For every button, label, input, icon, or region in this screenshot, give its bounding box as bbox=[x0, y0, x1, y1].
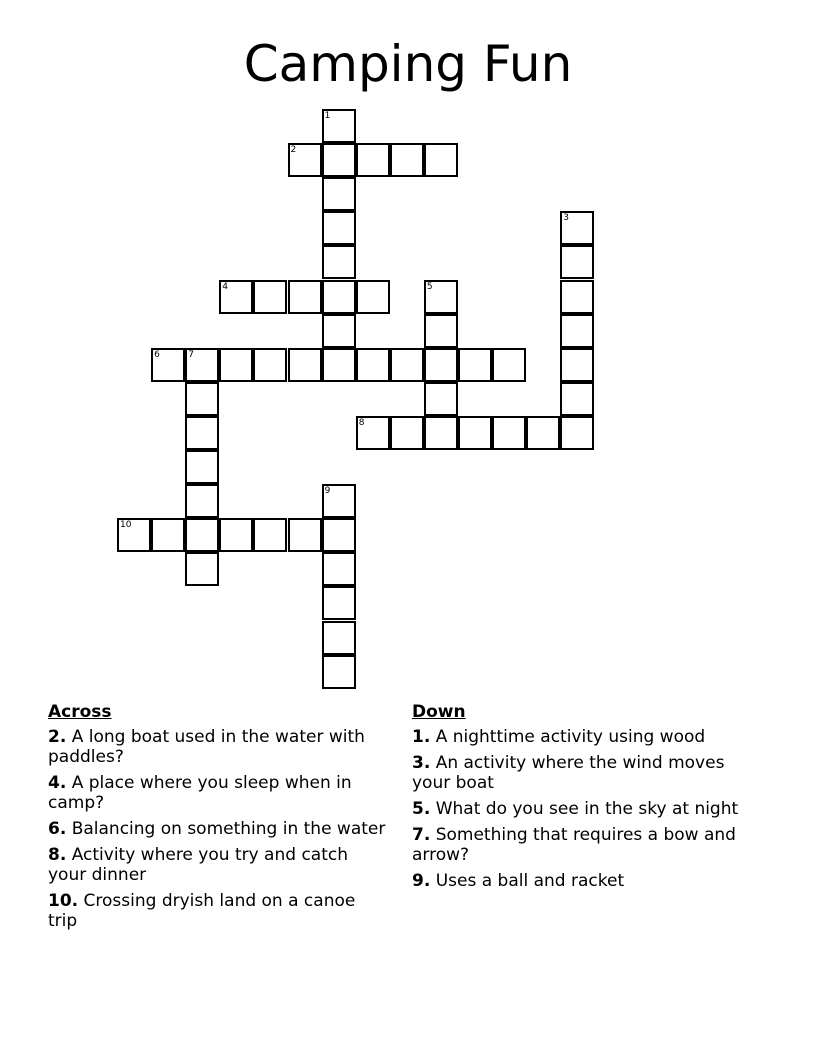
grid-cell[interactable] bbox=[288, 143, 322, 177]
grid-cell[interactable] bbox=[151, 518, 185, 552]
clue-text: An activity where the wind moves your boat bbox=[412, 753, 725, 793]
clue-text: Activity where you try and catch your dinner bbox=[48, 845, 348, 885]
clue-text: Something that requires a bow and arrow? bbox=[412, 825, 736, 865]
grid-cell[interactable] bbox=[322, 177, 356, 211]
grid-cell[interactable] bbox=[458, 348, 492, 382]
cell-number: 2 bbox=[290, 145, 297, 156]
grid-cell[interactable] bbox=[560, 348, 594, 382]
grid-cell[interactable] bbox=[356, 143, 390, 177]
grid-cell[interactable] bbox=[424, 348, 458, 382]
grid-cell[interactable] bbox=[253, 280, 287, 314]
clue-text: What do you see in the sky at night bbox=[435, 799, 739, 819]
grid-cell[interactable] bbox=[185, 416, 219, 450]
clue-across-6 bbox=[48, 819, 388, 839]
puzzle-title: Camping Fun bbox=[243, 35, 573, 93]
across-heading: Across bbox=[48, 702, 112, 722]
grid-cell[interactable] bbox=[322, 348, 356, 382]
clue-down-9 bbox=[412, 871, 752, 891]
grid-cell[interactable] bbox=[356, 416, 390, 450]
clue-number: 6. bbox=[48, 819, 67, 839]
cell-number: 9 bbox=[324, 486, 331, 497]
grid-cell[interactable] bbox=[322, 484, 356, 518]
cell-number: 6 bbox=[154, 349, 160, 360]
clue-number: 7. bbox=[412, 825, 431, 845]
clue-across-4 bbox=[48, 773, 388, 813]
grid-cell[interactable] bbox=[219, 518, 253, 552]
grid-cell[interactable] bbox=[322, 621, 356, 655]
clue-number: 9. bbox=[412, 871, 431, 891]
cell-number: 4 bbox=[222, 281, 229, 292]
grid-cell[interactable] bbox=[356, 348, 390, 382]
grid-cell[interactable] bbox=[560, 382, 594, 416]
clue-text: A nighttime activity using wood bbox=[435, 727, 706, 747]
clue-number: 3. bbox=[412, 753, 431, 773]
cell-number: 7 bbox=[188, 349, 194, 360]
across-clues bbox=[48, 702, 388, 937]
grid-cell[interactable] bbox=[322, 109, 356, 143]
grid-cell[interactable] bbox=[322, 211, 356, 245]
clue-number: 10. bbox=[48, 891, 79, 911]
clue-across-8 bbox=[48, 845, 388, 885]
clue-down-3 bbox=[412, 753, 752, 793]
clue-number: 2. bbox=[48, 727, 67, 747]
clue-text: Crossing dryish land on a canoe trip bbox=[48, 891, 356, 931]
grid-cell[interactable] bbox=[288, 348, 322, 382]
grid-cell[interactable] bbox=[185, 382, 219, 416]
grid-cell[interactable] bbox=[390, 348, 424, 382]
down-clues bbox=[412, 702, 752, 897]
grid-cell[interactable] bbox=[322, 518, 356, 552]
grid-cell[interactable] bbox=[458, 416, 492, 450]
cell-number: 5 bbox=[426, 281, 433, 292]
grid-cell[interactable] bbox=[288, 280, 322, 314]
cell-number: 3 bbox=[563, 213, 570, 224]
grid-cell[interactable] bbox=[356, 280, 390, 314]
grid-cell[interactable] bbox=[322, 586, 356, 620]
grid-cell[interactable] bbox=[185, 552, 219, 586]
grid-cell[interactable] bbox=[219, 280, 253, 314]
grid-cell[interactable] bbox=[322, 314, 356, 348]
grid-cell[interactable] bbox=[560, 416, 594, 450]
clue-across-10 bbox=[48, 891, 388, 931]
grid-cell[interactable] bbox=[424, 143, 458, 177]
clue-text: Balancing on something in the water bbox=[71, 819, 386, 839]
grid-cell[interactable] bbox=[219, 348, 253, 382]
cell-number: 10 bbox=[120, 520, 132, 531]
grid-cell[interactable] bbox=[322, 280, 356, 314]
down-heading: Down bbox=[412, 702, 466, 722]
clue-across-2 bbox=[48, 727, 388, 767]
clue-text: Uses a ball and racket bbox=[435, 871, 625, 891]
grid-cell[interactable] bbox=[424, 314, 458, 348]
grid-cell[interactable] bbox=[185, 450, 219, 484]
clue-text: A place where you sleep when in camp? bbox=[48, 773, 352, 813]
grid-cell[interactable] bbox=[151, 348, 185, 382]
grid-cell[interactable] bbox=[424, 382, 458, 416]
clue-number: 4. bbox=[48, 773, 67, 793]
grid-cell[interactable] bbox=[185, 484, 219, 518]
grid-cell[interactable] bbox=[322, 552, 356, 586]
grid-cell[interactable] bbox=[390, 416, 424, 450]
cell-number: 8 bbox=[358, 417, 365, 428]
grid-cell[interactable] bbox=[424, 416, 458, 450]
clue-number: 8. bbox=[48, 845, 67, 865]
grid-cell[interactable] bbox=[288, 518, 322, 552]
clue-number: 5. bbox=[412, 799, 431, 819]
grid-cell[interactable] bbox=[253, 348, 287, 382]
grid-cell[interactable] bbox=[322, 245, 356, 279]
clue-number: 1. bbox=[412, 727, 431, 747]
grid-cell[interactable] bbox=[492, 348, 526, 382]
grid-cell[interactable] bbox=[253, 518, 287, 552]
clue-down-1 bbox=[412, 727, 752, 747]
grid-cell[interactable] bbox=[526, 416, 560, 450]
clue-down-5 bbox=[412, 799, 752, 819]
grid-cell[interactable] bbox=[492, 416, 526, 450]
grid-cell[interactable] bbox=[322, 655, 356, 689]
grid-cell[interactable] bbox=[185, 348, 219, 382]
grid-cell[interactable] bbox=[390, 143, 424, 177]
grid-cell[interactable] bbox=[424, 280, 458, 314]
grid-cell[interactable] bbox=[560, 211, 594, 245]
grid-cell[interactable] bbox=[185, 518, 219, 552]
grid-cell[interactable] bbox=[560, 280, 594, 314]
grid-cell[interactable] bbox=[322, 143, 356, 177]
grid-cell[interactable] bbox=[117, 518, 151, 552]
cell-number: 1 bbox=[324, 111, 331, 121]
clue-down-7 bbox=[412, 825, 752, 865]
clue-text: A long boat used in the water with paddles? bbox=[48, 727, 365, 767]
grid-cell[interactable] bbox=[560, 314, 594, 348]
grid-cell[interactable] bbox=[560, 245, 594, 279]
